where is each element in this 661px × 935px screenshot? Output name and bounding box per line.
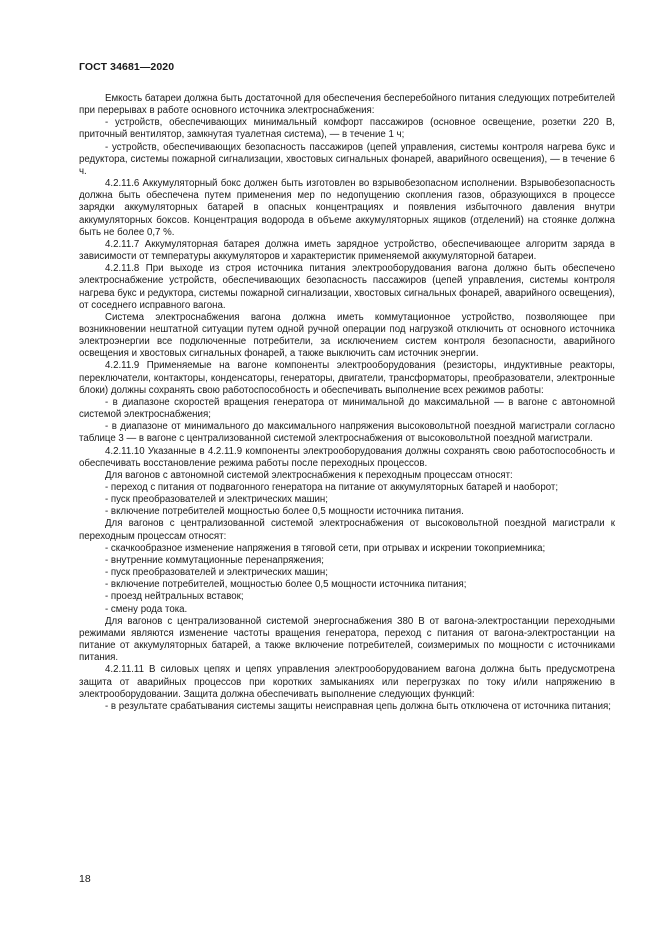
list-item: - включение потребителей мощностью более 0,5 мощности источника питания. — [105, 506, 464, 518]
document-header: ГОСТ 34681—2020 — [79, 61, 175, 73]
paragraph: Емкость батареи должна быть достаточной для обеспечения бесперебойного питания следующих потребителей при перерывах в работе основного источника электроснабжения: — [79, 93, 615, 117]
page-number: 18 — [79, 873, 91, 885]
list-item: - устройств, обеспечивающих безопасность пассажиров (цепей управления, системы контроля нагрева букс и редуктора, системы пожарной сигнализации, хвостовых сигнальных фонарей, аварийного освещения), — в течение 6 ч. — [79, 141, 615, 177]
paragraph: Для вагонов с автономной системой электроснабжения к переходным процессам относят: — [105, 469, 513, 481]
list-item: - смену рода тока. — [105, 603, 188, 615]
paragraph: 4.2.11.7 Аккумуляторная батарея должна иметь зарядное устройство, обеспечивающее алгоритм заряда в зависимости от температуры аккумуляторов и характеристик применяемой аккумуляторной батареи. — [79, 238, 615, 263]
list-item: - переход с питания от подвагонного генератора на питание от аккумуляторных батарей и наоборот; — [105, 482, 559, 493]
list-item: - включение потребителей, мощностью более 0,5 мощности источника питания; — [105, 579, 467, 591]
list-item: - проезд нейтральных вставок; — [105, 591, 244, 603]
paragraph: 4.2.11.9 Применяемые на вагоне компоненты электрооборудования (резисторы, индуктивные реакторы, переключатели, контакторы, конденсаторы, генераторы, двигатели, трансформаторы, преобразователи, электронные блоки) должны сохранять свою работоспособность и обеспечивать выполнение всех режимов работы: — [79, 360, 615, 396]
paragraph: Для вагонов с централизованной системой энергоснабжения 380 В от вагона-электростанции переходными режимами являются изменение частоты вращения генератора, переход с питания от вагона-электростанции на питание от аккумуляторных батарей, а также включение потребителей, соизмеримых по мощности с источниками питания. — [79, 615, 615, 664]
list-item: - в диапазоне скоростей вращения генератора от минимальной до максимальной — в вагоне с автономной системой электроснабжения; — [79, 396, 615, 421]
paragraph: 4.2.11.6 Аккумуляторный бокс должен быть изготовлен во взрывобезопасном исполнении. Взрывобезопасность должна быть обеспечена путем применения мер по недопущению скопления газов, образующихся в процессе зарядки аккумуляторных батарей в опасных концентрациях и появления избыточного давления внутри аккумуляторных боксов. Концентрация водорода в объеме аккумуляторных ящиков (отделений) на стоянке должна быть не более 0,7 %. — [79, 178, 615, 238]
paragraph: Для вагонов с централизованной системой электроснабжения от высоковольтной поездной магистрали к переходным процессам относят: — [79, 518, 615, 542]
list-item: - пуск преобразователей и электрических машин; — [105, 567, 328, 579]
paragraph: 4.2.11.10 Указанные в 4.2.11.9 компоненты электрооборудования должны сохранять свою работоспособность и обеспечивать восстановление режима работы после переходных процессов. — [79, 445, 615, 469]
document-body — [79, 93, 615, 713]
list-item: - в результате срабатывания системы защиты неисправная цепь должна быть отключена от источника питания; — [105, 700, 611, 712]
paragraph: Система электроснабжения вагона должна иметь коммутационное устройство, позволяющее при возникновении нештатной ситуации путем одной ручной операции под нагрузкой отключить от основного источника электроэнергии все подключенные потребители, за исключением систем контроля безопасности, аварийного освещения и хвостовых сигнальных фонарей, а также выключить сам источник энергии. — [79, 311, 615, 360]
list-item: - пуск преобразователей и электрических машин; — [105, 494, 328, 506]
list-item: - в диапазоне от минимального до максимального напряжения высоковольтной поездной магистрали согласно таблице 3 — в вагоне с централизованной системой электроснабжения от высоковольтной поездной магистрали. — [79, 421, 615, 445]
paragraph: 4.2.11.8 При выходе из строя источника питания электрооборудования вагона должно быть обеспечено электроснабжение устройств, обеспечивающих безопасность пассажиров (цепей управления, системы контроля нагрева букс и редуктора, системы пожарной сигнализации, хвостовых сигнальных фонарей, аварийного освещения), от соседнего исправного вагона. — [79, 263, 615, 311]
list-item: - устройств, обеспечивающих минимальный комфорт пассажиров (основное освещение, розетки 220 В, приточный вентилятор, замкнутая туалетная система), — в течение 1 ч; — [79, 117, 615, 141]
list-item: - скачкообразное изменение напряжения в тяговой сети, при отрывах и искрении токоприемника; — [105, 542, 546, 554]
list-item: - внутренние коммутационные перенапряжения; — [105, 554, 324, 566]
paragraph: 4.2.11.11 В силовых цепях и цепях управления электрооборудованием вагона должна быть предусмотрена защита от аварийных процессов при коротких замыканиях или перегрузках по току и/или напряжению в электрооборудовании. Защита должна обеспечивать выполнение следующих функций: — [79, 664, 615, 700]
